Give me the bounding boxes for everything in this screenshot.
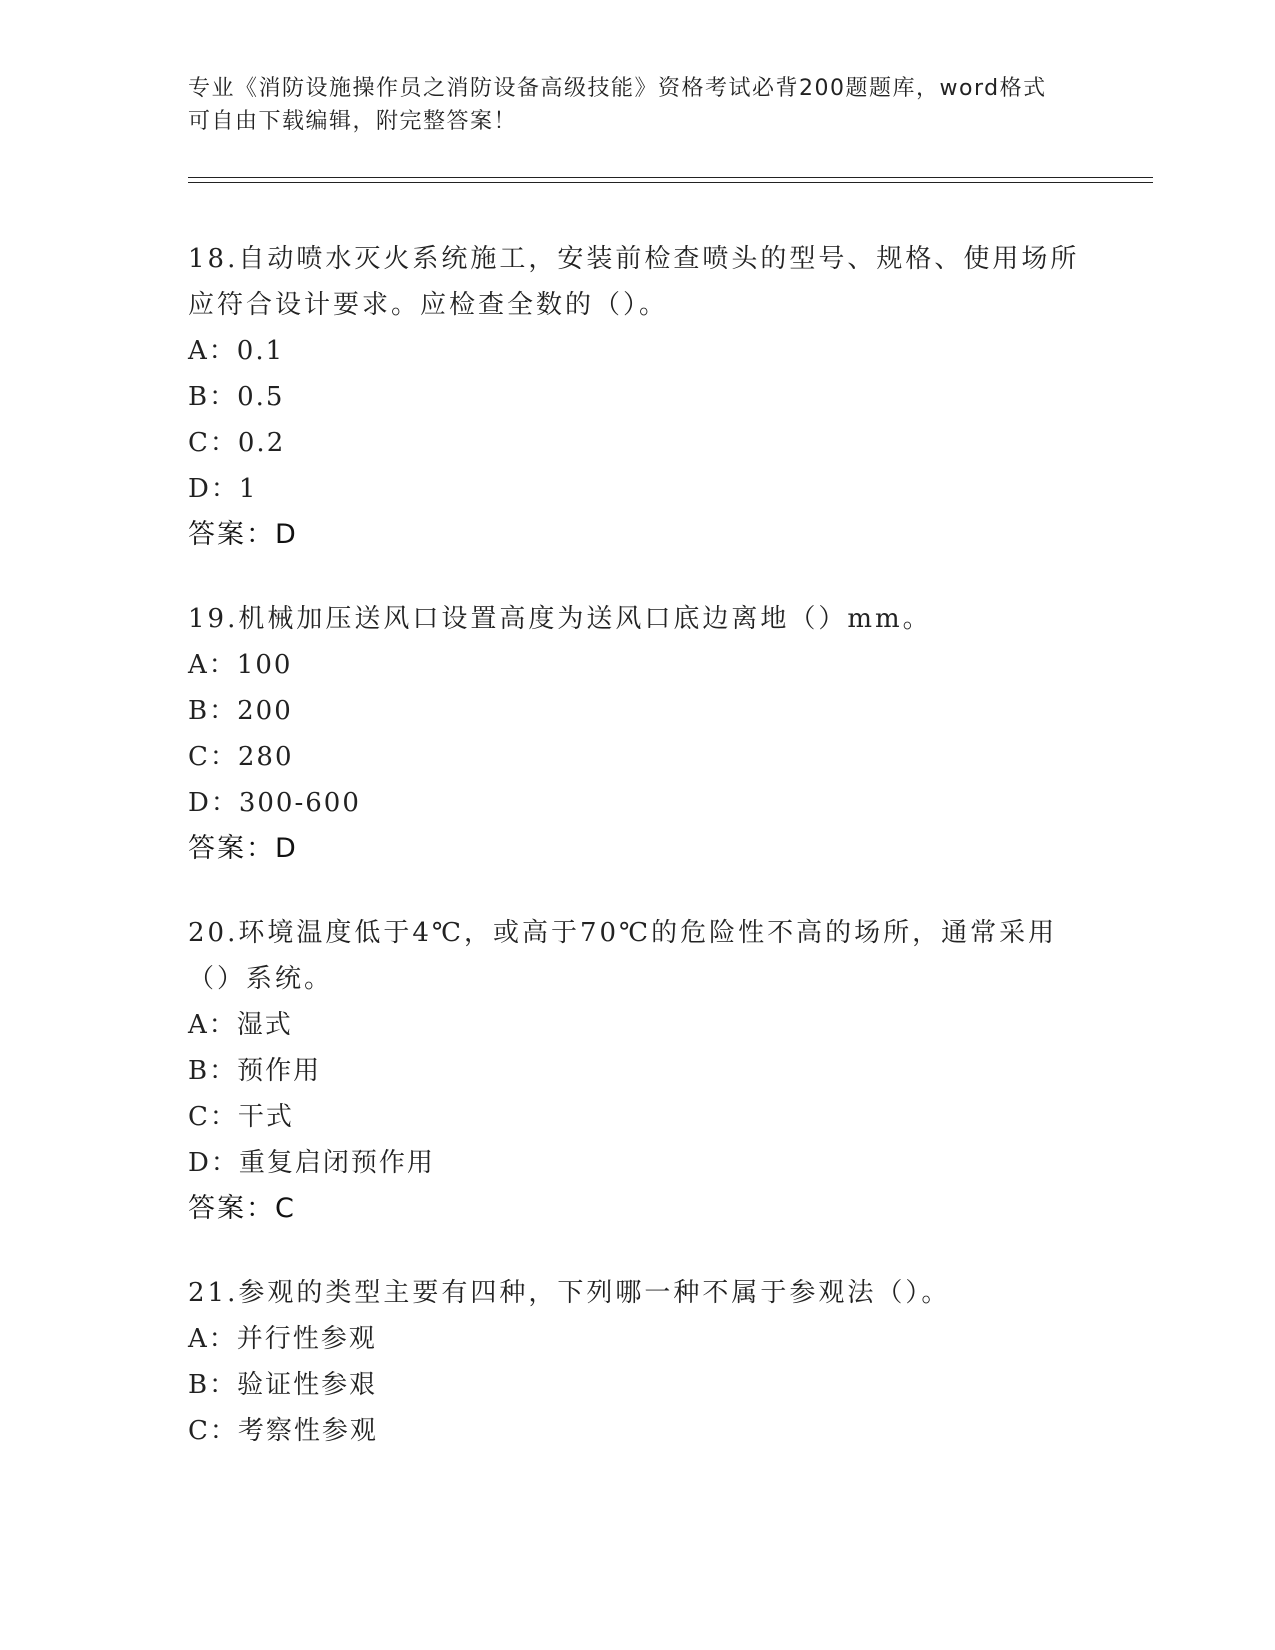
question-stem: 18.自动喷水灭火系统施工，安装前检查喷头的型号、规格、使用场所应符合设计要求。应检查全数的（）。 xyxy=(188,244,1080,320)
option-c: C：考察性参观 xyxy=(188,1416,378,1446)
option-d: D：300-600 xyxy=(188,788,361,818)
header-divider-bottom xyxy=(188,182,1153,183)
option-d: D：1 xyxy=(188,474,258,504)
option-c: C：干式 xyxy=(188,1102,294,1132)
option-a: A：湿式 xyxy=(188,1010,293,1040)
answer: 答案：D xyxy=(188,519,298,550)
question-list xyxy=(188,236,1088,1492)
option-d: D：重复启闭预作用 xyxy=(188,1148,435,1178)
answer: 答案：C xyxy=(188,1193,296,1224)
option-b: B：0.5 xyxy=(188,382,285,412)
question-stem: 20.环境温度低于4℃，或高于70℃的危险性不高的场所，通常采用（）系统。 xyxy=(188,918,1058,994)
question-19 xyxy=(188,596,1088,872)
question-21 xyxy=(188,1270,1088,1454)
question-stem: 19.机械加压送风口设置高度为送风口底边离地（）mm。 xyxy=(188,604,932,634)
question-stem: 21.参观的类型主要有四种，下列哪一种不属于参观法（）。 xyxy=(188,1278,951,1308)
option-a: A：100 xyxy=(188,650,293,680)
header-divider-top xyxy=(188,177,1153,178)
option-c: C：280 xyxy=(188,742,294,772)
document-header: 专业《消防设施操作员之消防设备高级技能》资格考试必背200题题库，word格式可自由下载编辑，附完整答案！ xyxy=(188,76,1047,134)
option-b: B：预作用 xyxy=(188,1056,322,1086)
question-20 xyxy=(188,910,1088,1232)
option-c: C：0.2 xyxy=(188,428,286,458)
option-b: B：验证性参艰 xyxy=(188,1370,378,1400)
option-a: A：并行性参观 xyxy=(188,1324,377,1354)
answer: 答案：D xyxy=(188,833,298,864)
question-18 xyxy=(188,236,1088,558)
option-a: A：0.1 xyxy=(188,336,285,366)
option-b: B：200 xyxy=(188,696,293,726)
